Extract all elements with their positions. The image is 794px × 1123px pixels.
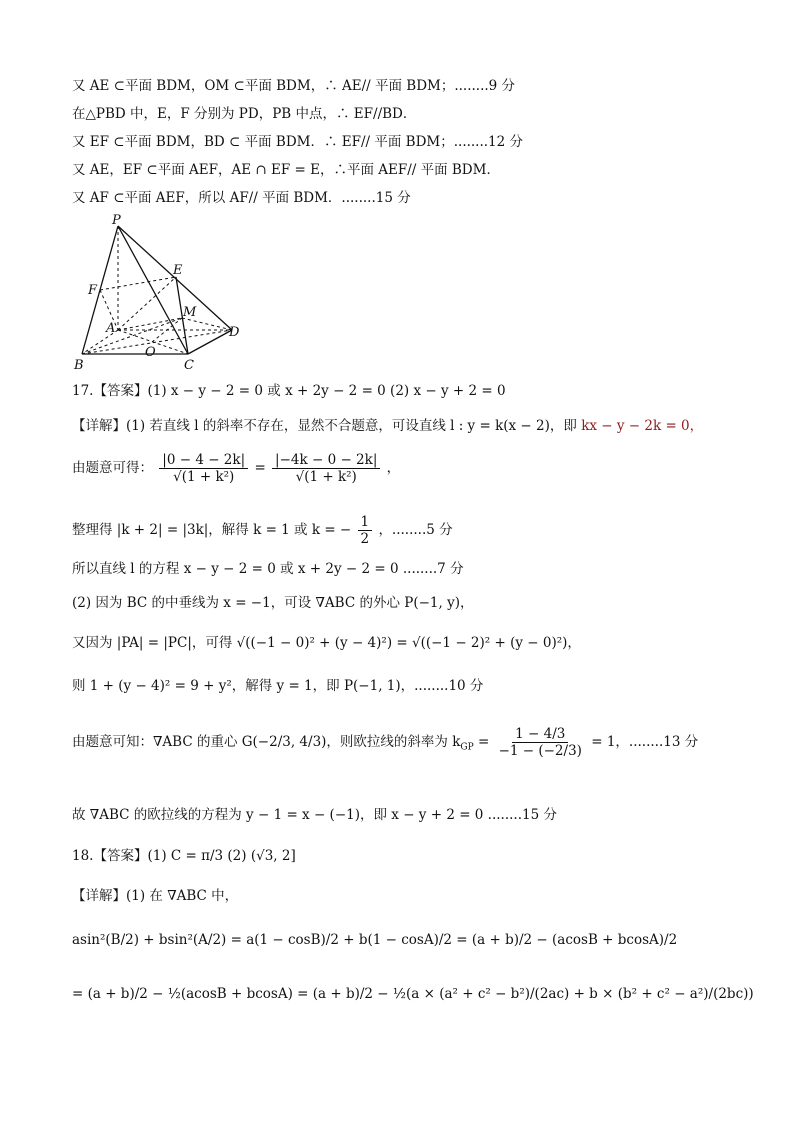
q17-slope-den: −1 − (−2/3) [498, 743, 582, 759]
q17-centroid-text: 由题意可知：∇ABC 的重心 G(−2/3, 4/3)，则欧拉线的斜率为 k [72, 734, 461, 750]
edge-AE-dashed [118, 277, 176, 330]
label-O: O [145, 345, 156, 360]
q17-centroid-score: = 1，........13 分 [591, 734, 699, 750]
q17-equals: = [254, 460, 266, 476]
q18-detail: 【详解】(1) 在 ∇ABC 中， [72, 888, 239, 904]
label-E: E [173, 263, 183, 278]
edge-BM-dashed [82, 318, 182, 354]
label-A: A [106, 321, 116, 336]
pyramid-figure [72, 212, 252, 372]
q17-answer: 17.【答案】(1) x − y − 2 = 0 或 x + 2y − 2 = 0 (2) x − y + 2 = 0 [72, 383, 506, 399]
q17-conclusion: 所以直线 l 的方程 x − y − 2 = 0 或 x + 2y − 2 = 0 ........7 分 [72, 561, 464, 577]
q17-line-eq: kx − y − 2k = 0， [581, 418, 704, 434]
q17-slope-num: 1 − 4/3 [512, 726, 568, 743]
edge-AM-dashed [118, 318, 182, 330]
q17-frac-left-num: |0 − 4 − 2k| [159, 452, 248, 469]
q17-solve-frac [358, 514, 373, 547]
label-P: P [112, 213, 121, 228]
q17-solve-score: ，........5 分 [378, 522, 453, 538]
label-B: B [74, 358, 84, 372]
label-F: F [88, 283, 98, 298]
q17-part2-equation: 又因为 |PA| = |PC|，可得 √((−1 − 0)² + (y − 4)²) = √((−1 − 2)² + (y − 0)²)， [72, 635, 581, 651]
q17-detail [72, 416, 703, 436]
q17-detail-text: 【详解】(1) 若直线 l 的斜率不存在，显然不合题意，可设直线 l : y = k(x − 2)，即 [72, 418, 577, 434]
q17-solve [72, 514, 453, 547]
label-M: M [183, 305, 197, 320]
q17-frac-left-den: √(1 + k²) [173, 469, 235, 485]
q17-part2-intro: (2) 因为 BC 的中垂线为 x = −1，可设 ∇ABC 的外心 P(−1, y)， [72, 595, 474, 611]
q17-frac-right [272, 452, 380, 485]
label-C: C [184, 358, 194, 372]
q17-frac-left [159, 452, 248, 485]
edge-CD [188, 330, 232, 354]
proof-line-3: 又 EF ⊂平面 BDM，BD ⊂ 平面 BDM．∴ EF// 平面 BDM；........12 分 [72, 134, 524, 150]
q17-slope-frac [496, 726, 585, 759]
edge-PD [118, 226, 232, 330]
label-D: D [229, 325, 240, 340]
q18-eq2: = (a + b)/2 − ½(acosB + bcosA) = (a + b)/2 − ½(a × (a² + c² − b²)/(2ac) + b × (b² + c² − a²)/(2bc)) [72, 986, 754, 1002]
proof-line-2: 在△PBD 中，E，F 分别为 PD，PB 中点，∴ EF//BD． [72, 106, 417, 122]
q18-eq1: asin²(B/2) + bsin²(A/2) = a(1 − cosB)/2 + b(1 − cosA)/2 = (a + b)/2 − (acosB + bcosA)/2 [72, 932, 678, 948]
q17-eq-prefix: 由题意可得： [72, 460, 153, 476]
q17-frac-right-den: √(1 + k²) [295, 469, 357, 485]
proof-line-1: 又 AE ⊂平面 BDM，OM ⊂平面 BDM，∴ AE// 平面 BDM；........9 分 [72, 78, 516, 94]
q17-part2-solve: 则 1 + (y − 4)² = 9 + y²，解得 y = 1，即 P(−1, 1)，........10 分 [72, 678, 484, 694]
q17-solve-frac-num: 1 [358, 514, 373, 531]
proof-line-5: 又 AF ⊂平面 AEF，所以 AF// 平面 BDM．........15 分 [72, 190, 411, 206]
q17-solve-frac-den: 2 [360, 531, 370, 547]
q17-distance-eq [72, 452, 400, 485]
proof-line-4: 又 AE，EF ⊂平面 AEF，AE ∩ EF = E，∴平面 AEF// 平面 BDM． [72, 162, 500, 178]
q17-slope-subscript: GP [460, 742, 474, 753]
q17-final: 故 ∇ABC 的欧拉线的方程为 y − 1 = x − (−1)，即 x − y + 2 = 0 ........15 分 [72, 807, 557, 823]
q17-frac-right-num: |−4k − 0 − 2k| [272, 452, 380, 469]
q17-centroid [72, 726, 698, 759]
q17-comma: ， [386, 460, 401, 476]
q18-answer: 18.【答案】(1) C = π/3 (2) (√3, 2] [72, 848, 296, 864]
q17-slope-equals: = [477, 734, 490, 750]
q17-solve-text: 整理得 |k + 2| = |3k|，解得 k = 1 或 k = − [72, 522, 352, 538]
